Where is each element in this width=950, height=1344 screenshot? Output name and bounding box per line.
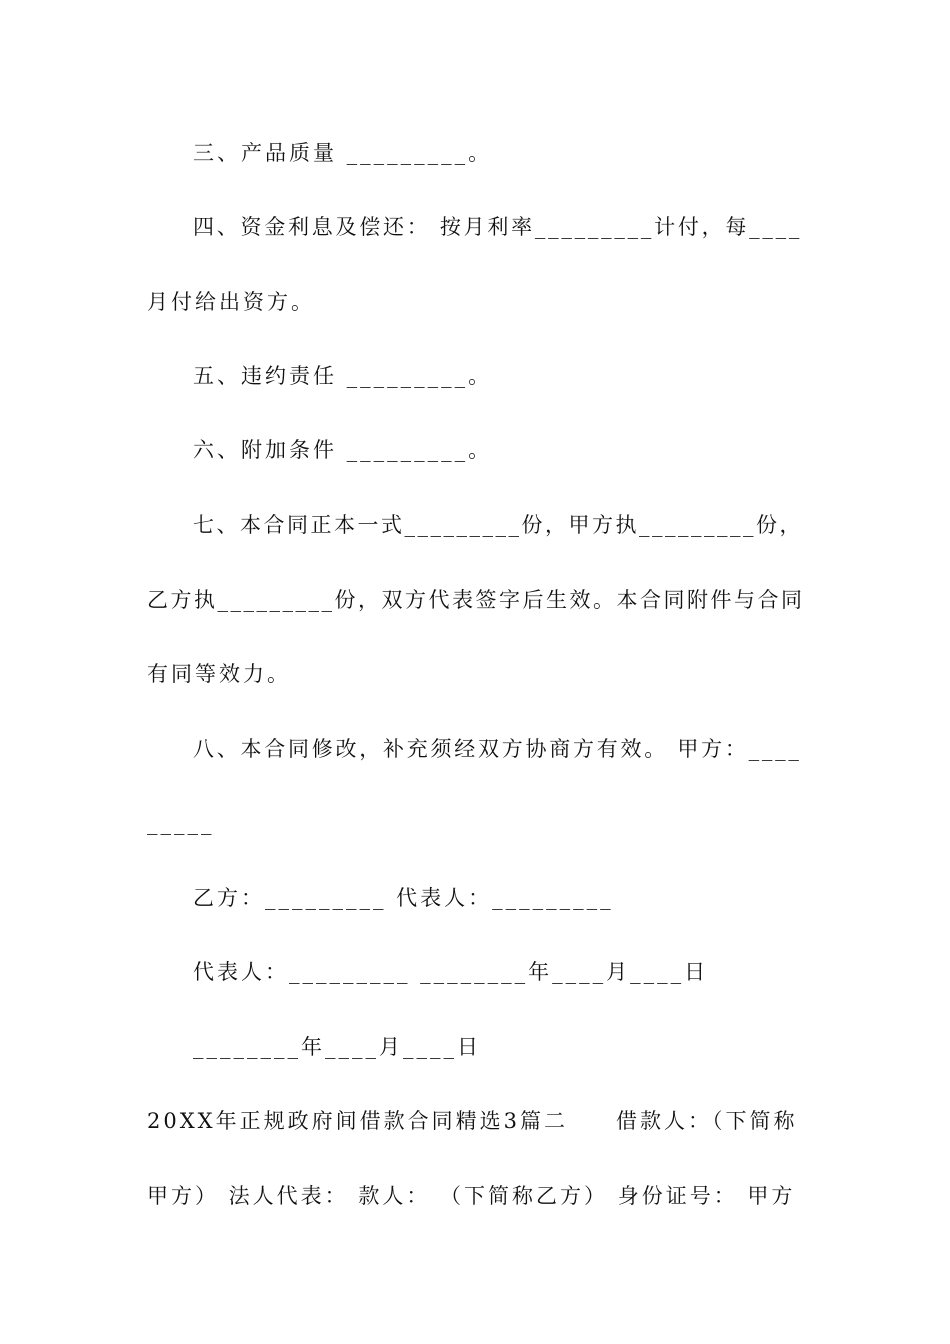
- clause-liability: 五、违约责任 _________。: [193, 364, 493, 388]
- clause-interest-repayment-cont: 月付给出资方。: [147, 290, 315, 314]
- signature-party-b: 乙方：_________ 代表人：_________: [193, 886, 614, 910]
- section-parties: 甲方） 法人代表： 款人： （下简称乙方） 身份证号： 甲方: [147, 1184, 796, 1208]
- clause-amendment-cont: _____: [147, 811, 215, 835]
- clause-copies: 七、本合同正本一式_________份，甲方执_________份，: [193, 513, 803, 537]
- clause-amendment: 八、本合同修改，补充须经双方协商方有效。 甲方：____: [193, 737, 802, 761]
- clause-product-quality: 三、产品质量 _________。: [193, 141, 493, 165]
- clause-additional-terms: 六、附加条件 _________。: [193, 438, 493, 462]
- clause-copies-cont-2: 有同等效力。: [147, 662, 291, 686]
- clause-copies-cont-1: 乙方执_________份，双方代表签字后生效。本合同附件与合同: [147, 588, 805, 612]
- clause-interest-repayment: 四、资金利息及偿还： 按月利率_________计付，每____: [193, 215, 803, 239]
- section-title-second: 20XX年正规政府间借款合同精选3篇二 借款人：（下简称: [147, 1109, 798, 1133]
- signature-representative-date: 代表人：_________ ________年____月____日: [193, 960, 709, 984]
- signature-date: ________年____月____日: [193, 1035, 481, 1059]
